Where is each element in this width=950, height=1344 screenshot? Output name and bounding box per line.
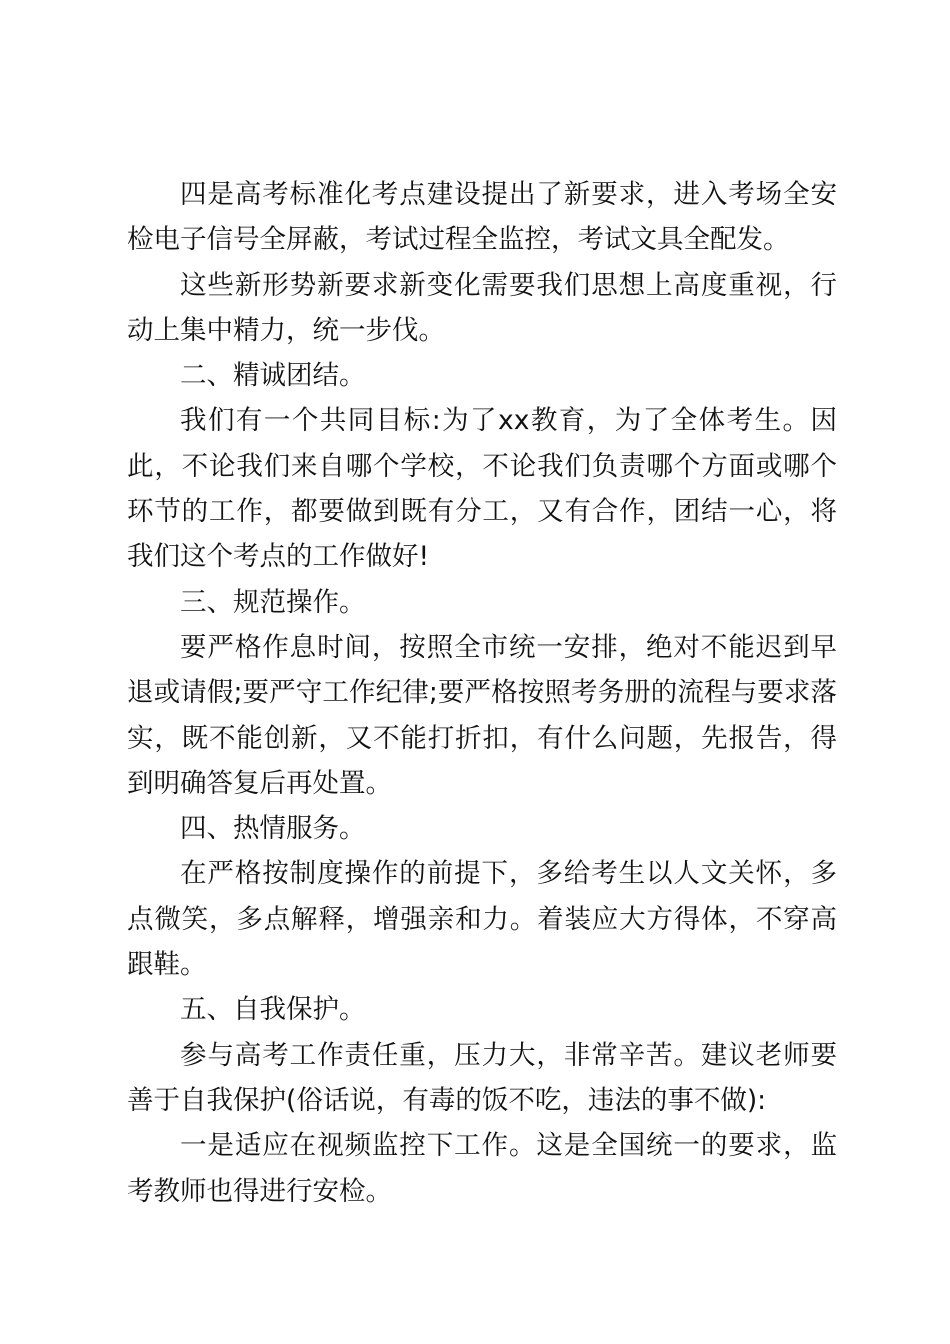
section-heading: 五、自我保护。 bbox=[180, 994, 366, 1026]
paragraph: 四是高考标准化考点建设提出了新要求，进入考场全安检电子信号全屏蔽，考试过程全监控，考试文具全配发。 bbox=[127, 179, 837, 256]
section-heading: 四、热情服务。 bbox=[180, 813, 366, 845]
section-heading: 二、精诚团结。 bbox=[180, 360, 366, 392]
paragraph: 一是适应在视频监控下工作。这是全国统一的要求，监考教师也得进行安检。 bbox=[127, 1130, 837, 1207]
paragraph: 在严格按制度操作的前提下，多给考生以人文关怀，多点微笑，多点解释，增强亲和力。着装应大方得体，不穿高跟鞋。 bbox=[127, 858, 837, 981]
paragraph: 这些新形势新要求新变化需要我们思想上高度重视，行动上集中精力，统一步伐。 bbox=[127, 269, 837, 346]
paragraph: 要严格作息时间，按照全市统一安排，绝对不能迟到早退或请假;要严守工作纪律;要严格按照考务册的流程与要求落实，既不能创新，又不能打折扣，有什么问题，先报告，得到明确答复后再处置。 bbox=[127, 631, 837, 799]
document-body bbox=[127, 172, 837, 1214]
section-heading: 三、规范操作。 bbox=[180, 586, 366, 618]
paragraph: 参与高考工作责任重，压力大，非常辛苦。建议老师要善于自我保护(俗话说，有毒的饭不吃，违法的事不做): bbox=[127, 1039, 837, 1116]
paragraph: 我们有一个共同目标:为了xx教育，为了全体考生。因此，不论我们来自哪个学校，不论我们负责哪个方面或哪个环节的工作，都要做到既有分工，又有合作，团结一心，将我们这个考点的工作做好! bbox=[127, 405, 837, 573]
